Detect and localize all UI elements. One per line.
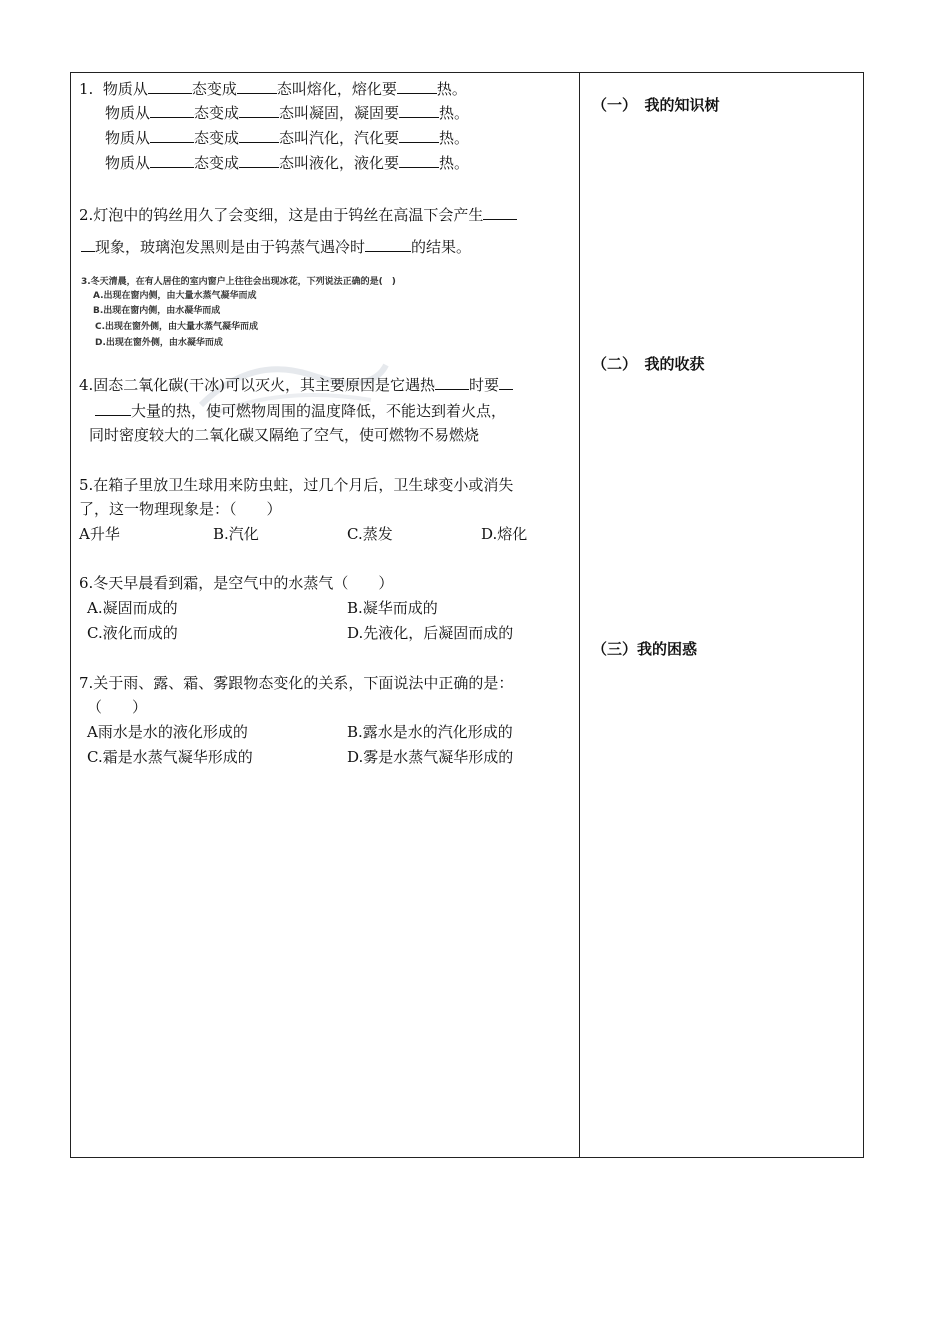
blank[interactable] [148,79,192,94]
q1-text: 态叫汽化，汽化要 [279,129,400,147]
q6-option-c: C.液化而成的 [87,624,178,642]
q3-stem: 3.冬天清晨，在有人居住的室内窗户上往往会出现冰花，下列说法正确的是( ) [81,277,396,287]
q4-line-1 [79,375,513,395]
q6-option-d: D.先液化，后凝固而成的 [347,624,514,642]
blank[interactable] [499,375,513,390]
q7-answer-paren: （ ） [87,698,148,716]
reflection-column [580,73,864,1157]
q1-text: 物质从 [102,80,148,98]
q1-line-2 [105,103,469,123]
q7-option-a: A雨水是水的液化形成的 [87,723,248,741]
q3-option-a: A.出现在窗内侧，由大量水蒸气凝华而成 [93,291,257,301]
q3-option-c: C.出现在窗外侧，由大量水蒸气凝华而成 [95,322,259,332]
q1-text: 态叫液化，液化要 [279,154,400,172]
q1-text: 态变成 [194,104,240,122]
q6-option-a: A.凝固而成的 [87,599,178,617]
blank[interactable] [399,103,439,118]
q6-option-b: B.凝华而成的 [347,599,438,617]
blank[interactable] [237,79,277,94]
q4-line-3: 同时密度较大的二氧化碳又隔绝了空气，使可燃物不易燃烧 [89,426,480,444]
q4-text: 时要 [469,376,500,394]
q5-option-a: A升华 [79,525,120,543]
q2-text: 2.灯泡中的钨丝用久了会变细，这是由于钨丝在高温下会产生 [79,206,484,224]
q1-text: 态变成 [191,80,237,98]
q1-text: 物质从 [105,129,151,147]
q1-text: 热。 [439,104,470,122]
blank[interactable] [435,375,469,390]
blank[interactable] [150,153,194,168]
q2-line-2 [81,237,471,257]
exercise-column [71,73,579,1157]
q2-text: 的结果。 [411,238,472,256]
blank[interactable] [150,128,194,143]
q2-line-1 [79,205,517,225]
q1-line-3 [105,128,469,148]
q1-line-1 [79,79,467,99]
q4-line-2 [95,401,506,421]
q5-option-b: B.汽化 [213,525,259,543]
q7-option-b: B.露水是水的汽化形成的 [347,723,513,741]
blank[interactable] [239,128,279,143]
q1-line-4 [105,153,469,173]
blank[interactable] [399,153,439,168]
blank[interactable] [81,237,95,252]
q1-number: 1. [79,80,94,98]
q1-text: 热。 [436,80,467,98]
q4-text: 4.固态二氧化碳(干冰)可以灭火，其主要原因是它遇热 [79,376,436,394]
q1-text: 物质从 [105,104,151,122]
blank[interactable] [397,79,437,94]
q1-text: 物质从 [105,154,151,172]
blank[interactable] [399,128,439,143]
blank[interactable] [150,103,194,118]
q2-text: 现象，玻璃泡发黑则是由于钨蒸气遇冷时 [95,238,366,256]
q5-line-2: 了，这一物理现象是：（ ） [79,500,282,518]
q4-text: 大量的热，使可燃物周围的温度降低，不能达到着火点， [131,402,507,420]
blank[interactable] [239,153,279,168]
q7-option-c: C.霜是水蒸气凝华形成的 [87,748,253,766]
q7-stem: 7.关于雨、露、霜、雾跟物态变化的关系，下面说法中正确的是： [79,674,514,692]
q1-text: 热。 [439,154,470,172]
blank[interactable] [365,237,411,252]
q1-text: 态叫凝固，凝固要 [279,104,400,122]
q1-text: 态变成 [194,129,240,147]
worksheet-table [70,72,864,1158]
gains-heading: （二） 我的收获 [592,355,705,373]
q5-option-c: C.蒸发 [347,525,393,543]
q5-option-d: D.熔化 [481,525,528,543]
blank[interactable] [239,103,279,118]
confusion-heading: （三）我的困惑 [592,640,698,658]
q7-option-d: D.雾是水蒸气凝华形成的 [347,748,514,766]
knowledge-tree-heading: （一） 我的知识树 [592,96,720,114]
q1-text: 态变成 [194,154,240,172]
blank[interactable] [95,401,131,416]
q3-option-d: D.出现在窗外侧，由水凝华而成 [95,338,223,348]
q6-stem: 6.冬天早晨看到霜，是空气中的水蒸气（ ） [79,574,394,592]
q1-text: 热。 [439,129,470,147]
blank[interactable] [483,205,517,220]
q3-option-b: B.出现在窗内侧，由水凝华而成 [93,306,221,316]
q1-text: 态叫熔化，熔化要 [276,80,397,98]
q5-line-1: 5.在箱子里放卫生球用来防虫蛀，过几个月后，卫生球变小或消失 [79,476,514,494]
